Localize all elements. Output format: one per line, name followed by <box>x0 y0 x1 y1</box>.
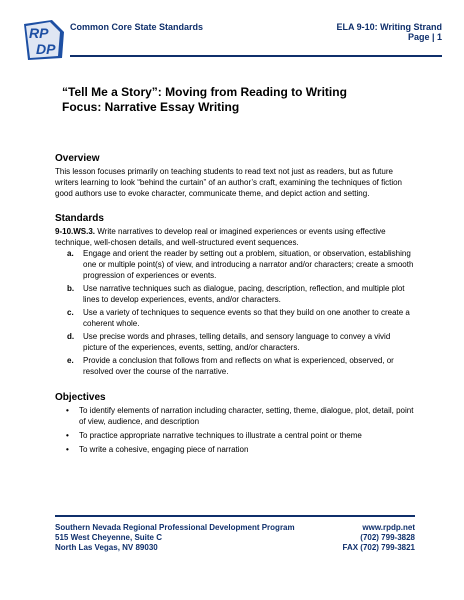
footer-contact-block <box>343 523 416 553</box>
standards-heading: Standards <box>55 213 104 224</box>
lesson-title-line1: “Tell Me a Story”: Moving from Reading to Writing <box>62 85 347 99</box>
footer-fax: FAX (702) 799-3821 <box>342 543 415 552</box>
bullet-icon: • <box>66 431 69 440</box>
standard-substeps <box>55 248 415 377</box>
header-divider <box>70 55 442 57</box>
bullet-icon: • <box>66 445 69 454</box>
page-header <box>22 18 442 60</box>
footer-divider <box>55 515 415 517</box>
svg-text:DP: DP <box>36 41 56 57</box>
lesson-title <box>62 85 432 115</box>
footer-website-link[interactable]: www.rpdp.net <box>362 523 415 532</box>
list-item: b. Use narrative techniques such as dialogue, pacing, description, reflection, and multiple plot lines to develop experiences, events, and/or characters. <box>67 284 405 304</box>
page-number: Page | 1 <box>407 32 442 42</box>
footer-address-block <box>55 523 295 553</box>
list-item: a. Engage and orient the reader by setting out a problem, situation, or observation, establishing one or multiple point(s) of view, and introducing a narrator and/or characters; create a smooth progression of experiences or events. <box>67 249 414 280</box>
list-item: • To write a cohesive, engaging piece of narration <box>66 445 249 454</box>
page-footer <box>55 515 415 552</box>
header-strand-title: ELA 9-10: Writing Strand <box>336 22 442 32</box>
footer-address-line2: North Las Vegas, NV 89030 <box>55 543 158 552</box>
bullet-icon: • <box>66 406 69 415</box>
list-item: c. Use a variety of techniques to sequence events so that they build on one another to create a coherent whole. <box>67 308 410 328</box>
footer-phone: (702) 799-3828 <box>360 533 415 542</box>
lesson-content <box>55 152 415 458</box>
svg-text:RP: RP <box>29 25 49 41</box>
overview-text: This lesson focuses primarily on teaching students to read text not just as readers, but as future writers learning to look “behind the curtain” of an author’s craft, examining the techniques of fiction good authors use to evoke character, communicate theme, and depict action and setting. <box>55 167 403 198</box>
rpdp-logo <box>22 18 66 62</box>
list-item: e. Provide a conclusion that follows from and reflects on what is experienced, observed, or resolved over the course of the narrative. <box>67 356 394 376</box>
footer-address-line1: 515 West Cheyenne, Suite C <box>55 533 162 542</box>
standard-statement <box>55 226 415 248</box>
list-item: • To identify elements of narration including character, setting, theme, dialogue, plot, detail, point of view, audience, and description <box>66 406 414 426</box>
header-left-title: Common Core State Standards <box>70 22 204 32</box>
objectives-heading: Objectives <box>55 392 106 403</box>
overview-heading: Overview <box>55 153 100 164</box>
list-item: • To practice appropriate narrative techniques to illustrate a central point or theme <box>66 431 362 440</box>
header-right-block <box>336 22 442 42</box>
lesson-title-line2: Focus: Narrative Essay Writing <box>62 100 240 114</box>
objectives-list <box>55 405 415 455</box>
standard-text: Write narratives to develop real or imagined experiences or events using effective technique, well-chosen details, and well-structured event sequences. <box>55 227 386 247</box>
list-item: d. Use precise words and phrases, telling details, and sensory language to convey a vivid picture of the experiences, events, setting, and/or characters. <box>67 332 391 352</box>
footer-org: Southern Nevada Regional Professional Development Program <box>55 523 295 532</box>
standard-code: 9-10.WS.3. <box>55 227 96 236</box>
